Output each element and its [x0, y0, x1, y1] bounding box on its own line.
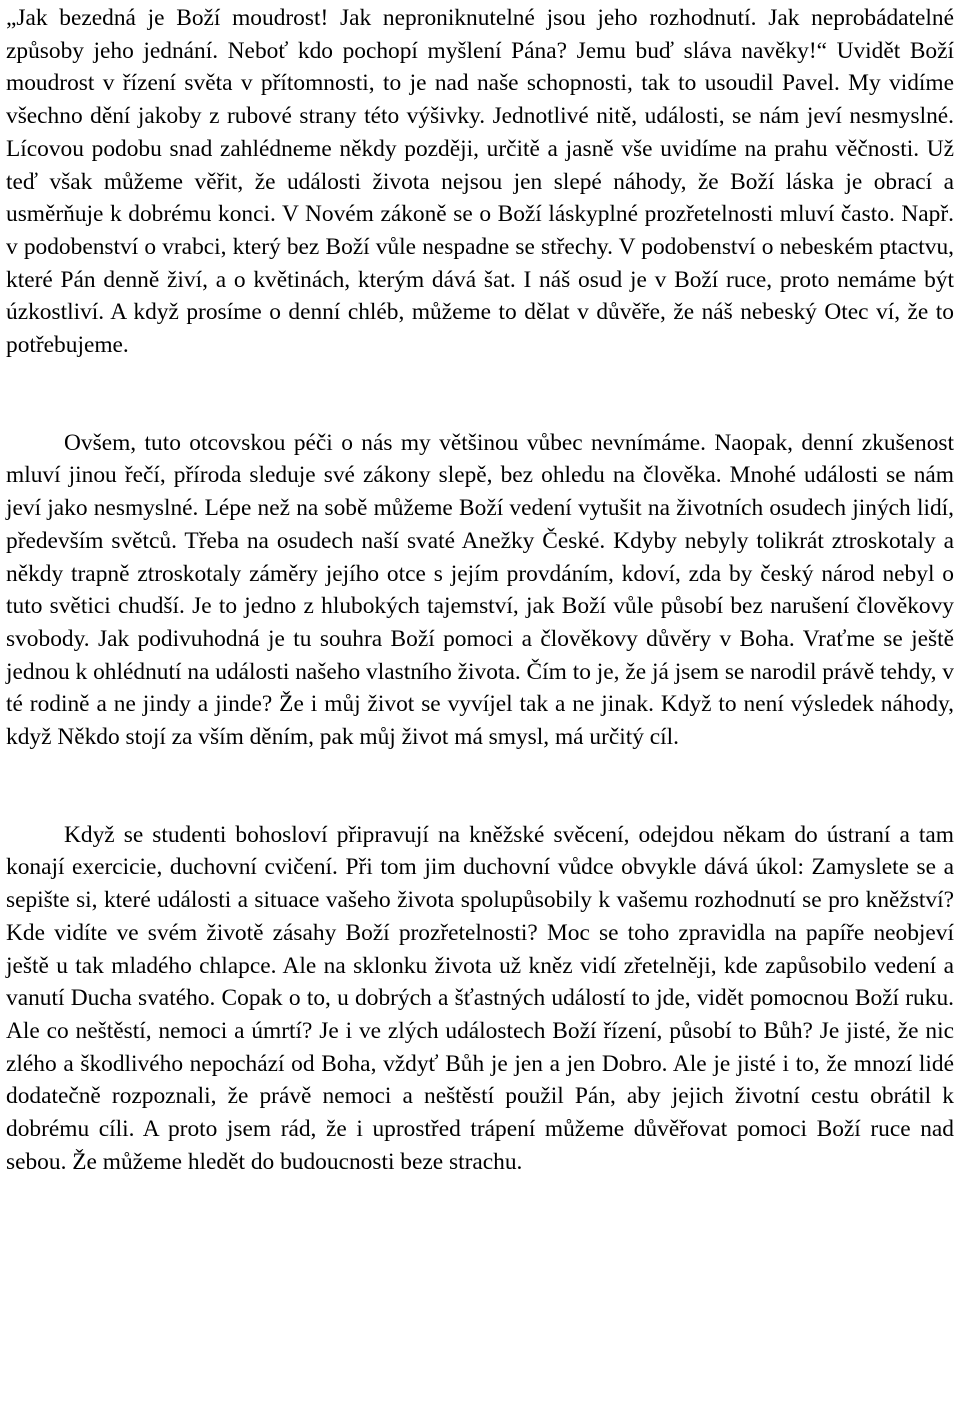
- paragraph-gap: [6, 754, 954, 819]
- paragraph-3: Když se studenti bohosloví připravují na kněžské svěcení, odejdou někam do ústraní a tam konají exercicie, duchovní cvičení. Při tom jim duchovní vůdce obvykle dává úkol: Zamyslete se a sepište si, které události a situace vašeho života spolupůsobily k vašemu rozhodnutí se pro kněžství? Kde vidíte ve svém životě zásahy Boží prozřetelnosti? Moc se toho zpravidla na papíře neobjeví ještě u tak mladého chlapce. Ale na sklonku života už kněz vidí zřetelněji, kde zapůsobilo vedení a vanutí Ducha svatého. Copak o to, u dobrých a šťastných událostí to jde, vidět pomocnou Boží ruku. Ale co neštěstí, nemoci a úmrtí? Je i ve zlých událostech Boží řízení, působí to Bůh? Je jisté, že nic zlého a škodlivého nepochází od Boha, vždyť Bůh je jen a jen Dobro. Ale je jisté i to, že mnozí lidé dodatečně rozpoznali, že právě nemoci a neštěstí použil Pán, aby jejich životní cestu obrátil k dobrému cíli. A proto jsem rád, že i uprostřed trápení můžeme důvěřovat pomoci Boží ruce nad sebou. Že můžeme hledět do budoucnosti beze strachu.: [6, 821, 954, 1175]
- paragraph-gap: [6, 362, 954, 427]
- document-page: [6, 2, 954, 1179]
- paragraph-1: „Jak bezedná je Boží moudrost! Jak neproniknutelné jsou jeho rozhodnutí. Jak neprobádatelné způsoby jeho jednání. Neboť kdo pochopí myšlení Pána? Jemu buď sláva navěky!“ Uvidět Boží moudrost v řízení světa v přítomnosti, to je nad naše schopnosti, tak to usoudil Pavel. My vidíme všechno dění jakoby z rubové strany této výšivky. Jednotlivé nitě, události, se nám jeví nesmyslné. Lícovou podobu snad zahlédneme někdy později, určitě a jasně vše uvidíme na prahu věčnosti. Už teď však můžeme věřit, že události života nejsou jen slepé náhody, že Boží láska je obrací a usměrňuje k dobrému konci. V Novém zákoně se o Boží láskyplné prozřetelnosti mluví často. Např. v podobenství o vrabci, který bez Boží vůle nespadne se střechy. V podobenství o nebeském ptactvu, které Pán denně živí, a o květinách, kterým dává šat. I náš osud je v Boží ruce, proto nemáme být úzkostliví. A když prosíme o denní chléb, můžeme to dělat v důvěře, že náš nebeský Otec ví, že to potřebujeme.: [6, 5, 954, 359]
- paragraph-2: Ovšem, tuto otcovskou péči o nás my většinou vůbec nevnímáme. Naopak, denní zkušenost mluví jinou řečí, příroda sleduje své zákony slepě, bez ohledu na člověka. Mnohé události se nám jeví jako nesmyslné. Lépe než na sobě můžeme Boží vedení vytušit na životních osudech jiných lidí, především světců. Třeba na osudech naší svaté Anežky České. Kdyby nebyly tolikrát ztroskotaly a někdy trapně ztroskotaly záměry jejího otce s jejím provdáním, kdoví, zda by český národ nebyl o tuto světici chudší. Je to jedno z hlubokých tajemství, jak Boží vůle působí bez narušení člověkovy svobody. Jak podivuhodná je tu souhra Boží pomoci a člověkovy důvěry v Boha. Vraťme se ještě jednou k ohlédnutí na události našeho vlastního života. Čím to je, že já jsem se narodil právě tehdy, v té rodině a ne jindy a jinde? Že i můj život se vyvíjel tak a ne jinak. Když to není výsledek náhody, když Někdo stojí za vším děním, pak můj život má smysl, má určitý cíl.: [6, 429, 954, 751]
